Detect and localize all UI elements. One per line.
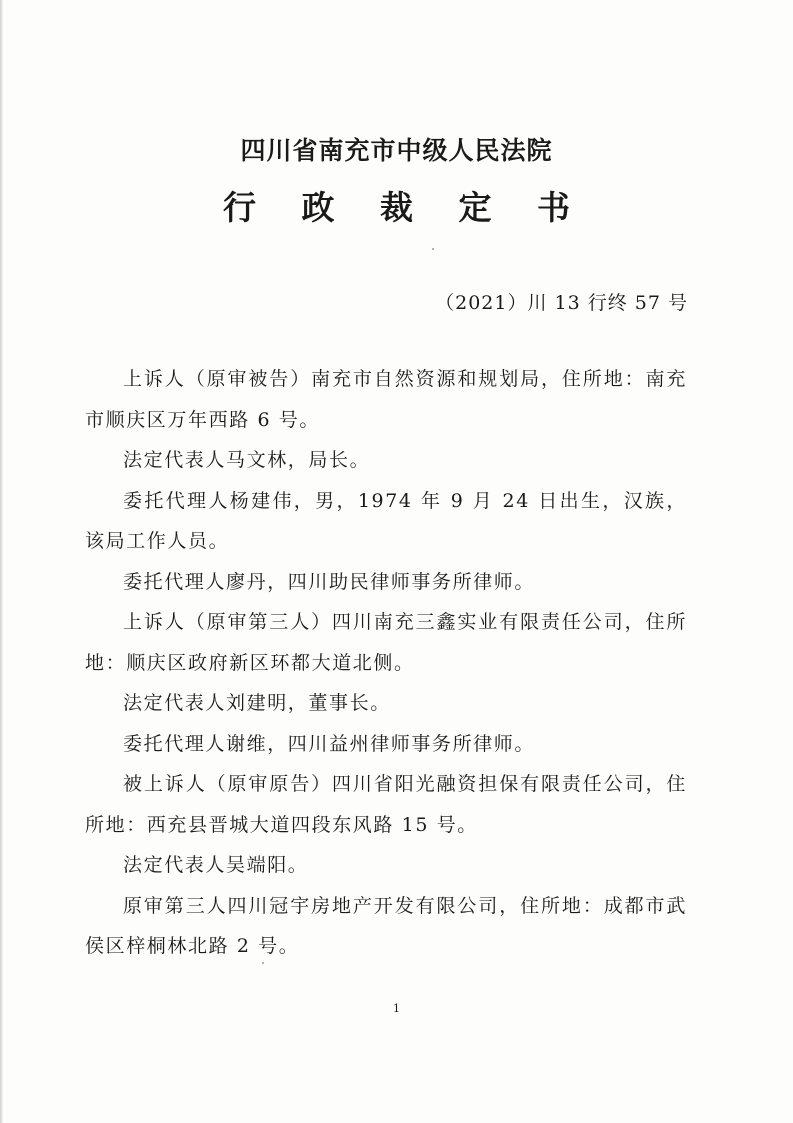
party-appellant-2: 上诉人（原审第三人）四川南充三鑫实业有限责任公司，住所地：顺庆区政府新区环都大道北侧。: [85, 611, 687, 674]
party-appellant-1: 上诉人（原审被告）南充市自然资源和规划局，住所地：南充市顺庆区万年西路 6 号。: [85, 368, 687, 431]
third-party: 原审第三人四川冠宇房地产开发有限公司，住所地：成都市武侯区梓桐林北路 2 号。: [85, 894, 687, 957]
scan-speck: [262, 962, 264, 964]
page-number: 1: [393, 1002, 400, 1015]
agent-1: 委托代理人杨建伟，男，1974 年 9 月 24 日出生，汉族，该局工作人员。: [85, 489, 687, 552]
scan-speck: [432, 248, 434, 250]
document-title: 行 政 裁 定 书: [223, 188, 587, 227]
document-body: [85, 359, 687, 967]
legal-representative-1: 法定代表人马文林，局长。: [123, 449, 371, 471]
legal-representative-3: 法定代表人吴端阳。: [123, 854, 309, 876]
agent-2: 委托代理人廖丹，四川助民律师事务所律师。: [123, 570, 536, 593]
legal-representative-2: 法定代表人刘建明，董事长。: [123, 692, 391, 714]
court-name: 四川省南充市中级人民法院: [240, 136, 553, 165]
agent-3: 委托代理人谢维，四川益州律师事务所律师。: [123, 732, 536, 755]
case-number: （2021）川 13 行终 57 号: [435, 292, 688, 314]
party-appellee: 被上诉人（原审原告）四川省阳光融资担保有限责任公司，住所地：西充县晋城大道四段东风路 15 号。: [85, 773, 687, 836]
